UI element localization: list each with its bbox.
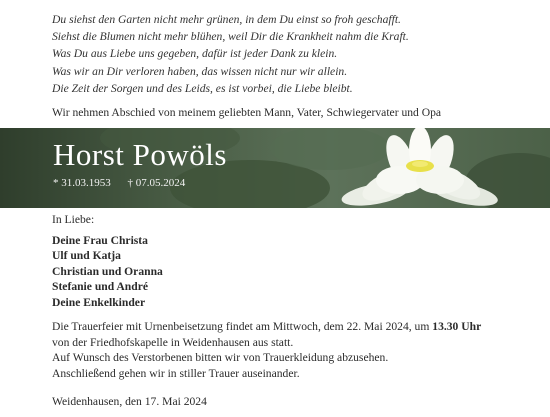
ceremony-line-3: Auf Wunsch des Verstorbenen bitten wir von Trauerkleidung abzusehen. — [52, 351, 389, 365]
family-list — [52, 233, 163, 310]
ceremony-line-4: Anschließend gehen wir in stiller Trauer auseinander. — [52, 366, 300, 380]
intro-text: Wir nehmen Abschied von meinem geliebten Mann, Vater, Schwiegervater und Opa — [52, 106, 442, 119]
poem-line: Siehst die Blumen nicht mehr blühen, weil Dir die Krankheit nahm die Kraft. — [52, 30, 409, 44]
poem — [52, 11, 409, 97]
ceremony-text: Die Trauerfeier mit Urnenbeisetzung findet am Mittwoch, dem 22. Mai 2024, um — [52, 320, 433, 333]
poem-line: Die Zeit der Sorgen und des Leids, es ist vorbei, die Liebe bleibt. — [52, 81, 353, 95]
place-and-date: Weidenhausen, den 17. Mai 2024 — [52, 395, 207, 408]
ceremony-line-2: von der Friedhofskapelle in Weidenhausen aus statt. — [52, 335, 294, 349]
poem-line: Du siehst den Garten nicht mehr grünen, in dem Du einst so froh geschafft. — [52, 13, 401, 26]
ceremony-line-1 — [52, 319, 481, 335]
family-member: Ulf und Katja — [52, 249, 121, 263]
birth-date: * 31.03.1953 — [53, 177, 111, 189]
family-member: Christian und Oranna — [52, 264, 163, 278]
death-date: † 07.05.2024 — [127, 177, 186, 189]
family-member: Deine Frau Christa — [52, 234, 148, 247]
deceased-name: Horst Powöls — [53, 137, 227, 172]
poem-line: Was wir an Dir verloren haben, das wissen nicht nur wir allein. — [52, 64, 348, 78]
poem-line: Was Du aus Liebe uns gegeben, dafür ist jeder Dank zu klein. — [52, 47, 338, 61]
ceremony-time: 13.30 Uhr — [432, 320, 482, 333]
life-dates — [53, 177, 199, 189]
family-member: Stefanie und André — [52, 280, 148, 294]
ceremony-info — [52, 319, 481, 381]
in-love-label: In Liebe: — [52, 213, 95, 226]
family-member: Deine Enkelkinder — [52, 295, 146, 309]
